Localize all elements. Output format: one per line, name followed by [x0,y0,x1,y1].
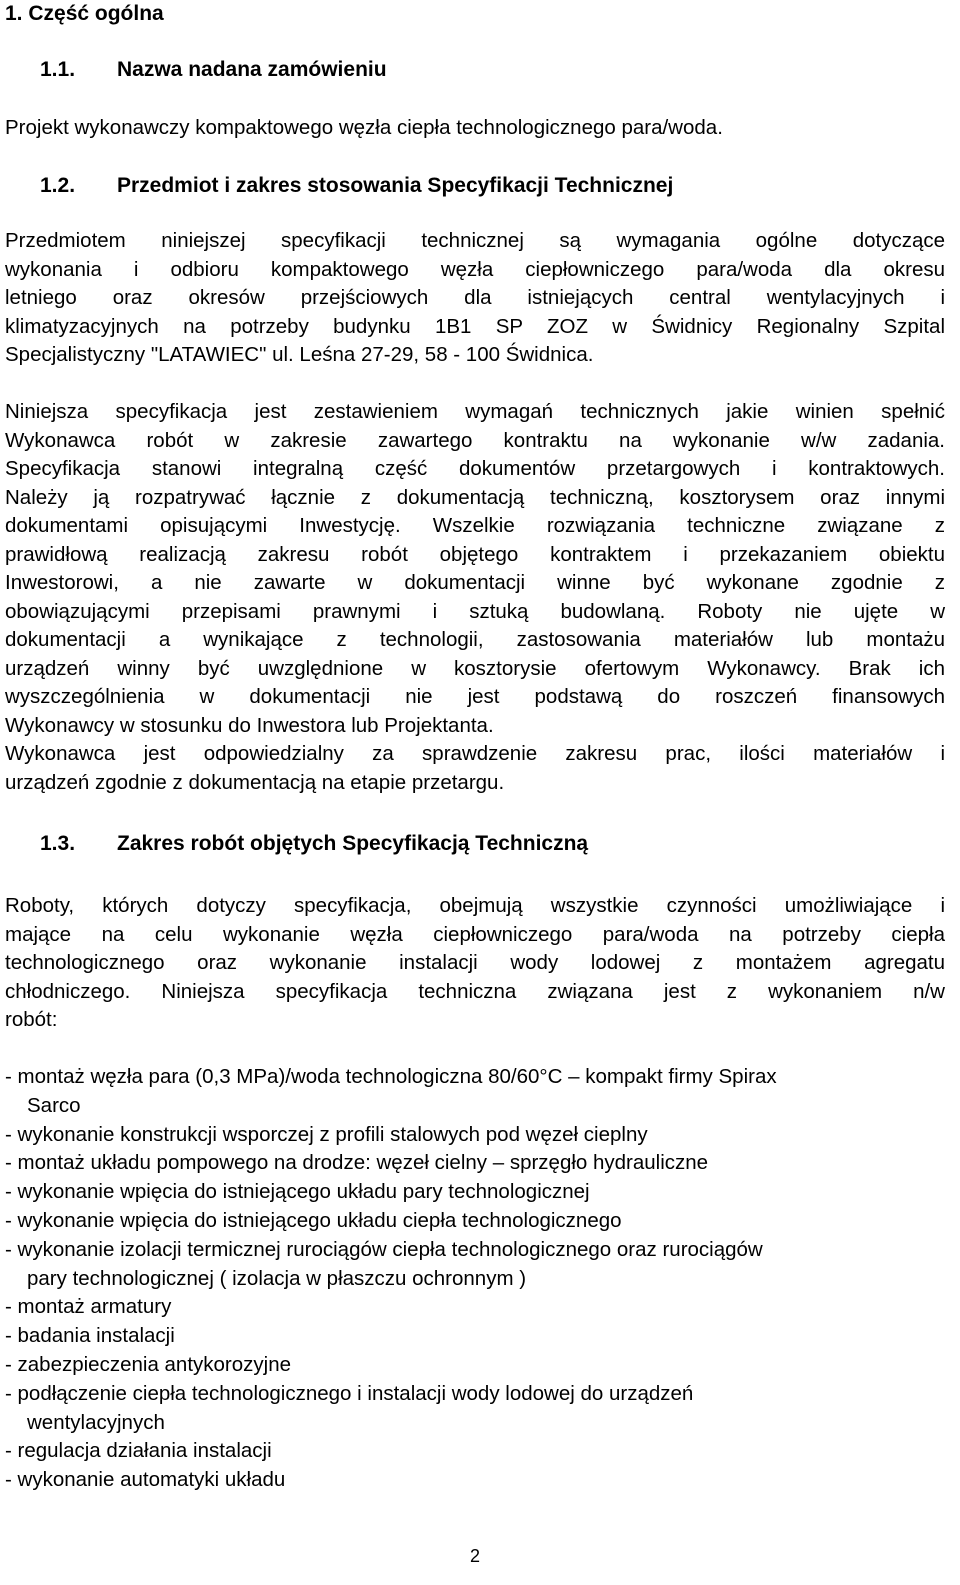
section-heading-1: 1. Część ogólna [5,2,164,25]
list-item: - wykonanie izolacji termicznej rurociągów ciepła technologicznego oraz rurociągów [5,1237,763,1261]
list-item: - wykonanie automatyki układu [5,1468,286,1492]
paragraph-subject [5,227,945,370]
paragraph-line: Przedmiotem niniejszej specyfikacji technicznej są wymagania ogólne dotyczące [5,229,945,252]
paragraph-line: technologicznego oraz wykonanie instalacji wody lodowej z montażem agregatu [5,951,945,974]
paragraph-line: Projekt wykonawczy kompaktowego węzła ciepła technologicznego para/woda. [5,116,723,139]
subsection-title: Nazwa nadana zamówieniu [117,58,387,81]
paragraph-line: prawidłową realizacją zakresu robót objętego kontraktem i przekazaniem obiektu [5,542,945,566]
paragraph-line: Inwestorowi, a nie zawarte w dokumentacji winne być wykonane zgodnie z [5,571,945,594]
list-item: - montaż układu pompowego na drodze: węzeł cielny – sprzęgło hydrauliczne [5,1151,709,1175]
list-item: - regulacja działania instalacji [5,1439,272,1463]
paragraph-line: obowiązującymi przepisami prawnymi i sztuką budowlaną. Roboty nie ujęte w [5,599,945,623]
subsection-title: Zakres robót objętych Specyfikacją Techniczną [117,832,589,855]
paragraph-line: wykonania i odbioru kompaktowego węzła ciepłowniczego para/woda dla okresu [5,257,945,281]
list-item: - wykonanie konstrukcji wsporczej z profili stalowych pod węzeł cieplny [5,1122,648,1146]
paragraph-line: letniego oraz okresów przejściowych dla istniejących central wentylacyjnych i [5,286,945,309]
paragraph-line: urządzeń zgodnie z dokumentacją na etapie przetargu. [5,770,505,794]
list-item: - wykonanie wpięcia do istniejącego układu ciepła technologicznego [5,1208,622,1232]
list-item: - wykonanie wpięcia do istniejącego układu pary technologicznej [5,1180,590,1204]
subsection-title: Przedmiot i zakres stosowania Specyfikacji Technicznej [117,174,674,197]
paragraph-line: urządzeń winny być uwzględnione w kosztorysie ofertowym Wykonawcy. Brak ich [5,656,945,680]
paragraph-line: robót: [5,1008,58,1031]
paragraph-scope [5,892,945,1035]
paragraph-line: Specyfikacja stanowi integralną część dokumentów przetargowych i kontraktowych. [5,457,945,480]
list-item-continuation: wentylacyjnych [27,1410,165,1434]
paragraph-line: dokumentacji a wynikające z technologii, zastosowania materiałów lub montażu [5,628,945,651]
paragraph-project-name [5,114,945,143]
subsection-heading-1-3 [40,830,588,858]
paragraph-line: Specjalistyczny "LATAWIEC" ul. Leśna 27-29, 58 - 100 Świdnica. [5,343,594,366]
paragraph-requirements [5,398,945,797]
list-item: - badania instalacji [5,1324,175,1348]
subsection-number: 1.2. [40,174,76,197]
list-item: - montaż armatury [5,1295,172,1319]
paragraph-line: klimatyzacyjnych na potrzeby budynku 1B1 SP ZOZ w Świdnicy Regionalny Szpital [5,314,945,338]
paragraph-line: dokumentami opisującymi Inwestycję. Wszelkie rozwiązania techniczne związane z [5,514,945,537]
paragraph-line: Wykonawca robót w zakresie zawartego kontraktu na wykonanie w/w zadania. [5,428,945,452]
paragraph-line: Niniejsza specyfikacja jest zestawieniem wymagań technicznych jakie winien spełnić [5,400,945,423]
list-item: - podłączenie ciepła technologicznego i instalacji wody lodowej do urządzeń [5,1381,694,1405]
paragraph-line: Wykonawcy w stosunku do Inwestora lub Projektanta. [5,713,494,737]
paragraph-line: Wykonawca jest odpowiedzialny za sprawdzenie zakresu prac, ilości materiałów i [5,742,945,765]
subsection-number: 1.3. [40,832,76,855]
subsection-number: 1.1. [40,58,76,81]
page-number: 2 [470,1546,481,1566]
paragraph-line: chłodniczego. Niniejsza specyfikacja techniczna związana jest z wykonaniem n/w [5,979,945,1003]
list-item-continuation: Sarco [27,1093,81,1117]
list-item: - montaż węzła para (0,3 MPa)/woda technologiczna 80/60°C – kompakt firmy Spirax [5,1065,777,1088]
paragraph-line: Roboty, których dotyczy specyfikacja, obejmują wszystkie czynności umożliwiające i [5,894,945,917]
works-list [5,1063,950,1495]
list-item-continuation: pary technologicznej ( izolacja w płaszczu ochronnym ) [27,1266,527,1290]
subsection-heading-1-2 [40,172,673,200]
paragraph-line: Należy ją rozpatrywać łącznie z dokumentacją techniczną, kosztorysem oraz innymi [5,485,945,509]
list-item: - zabezpieczenia antykorozyjne [5,1352,292,1376]
paragraph-line: mające na celu wykonanie węzła ciepłowniczego para/woda na potrzeby ciepła [5,922,945,946]
paragraph-line: wyszczególnienia w dokumentacji nie jest podstawą do roszczeń finansowych [5,685,945,708]
subsection-heading-1-1 [40,56,387,84]
